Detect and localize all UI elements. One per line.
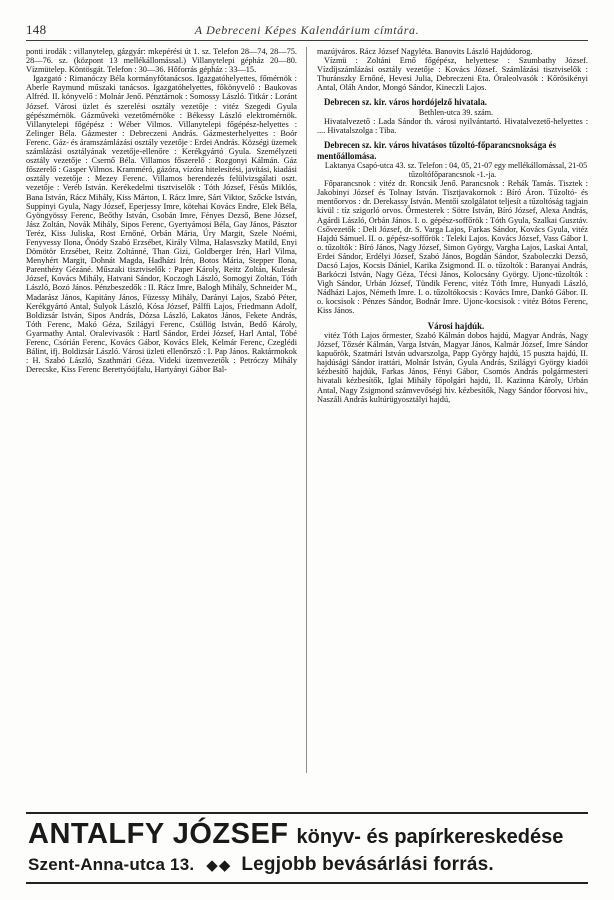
advertiser-address: Szent-Anna-utca 13. [28,855,195,874]
left-column [26,47,307,773]
paragraph: Vízmü : Zoltáni Ernő főgépész, helyettese : Szumbathy József. Vízdíjszámlázási osztály vezetője : Kovács József. Számlázási tisztviselők : Thuránszky Ernőné, Hevesi Julia, Debreczeni Eta. Óraleolvasók : Kőrösikényi Antal, Oláh Andor, Mongó Sándor, Kineczli Lajos. [317,56,588,93]
paragraph: mazújváros. Rácz József Nagyléta. Banovits László Hajdúdorog. [317,47,533,56]
paragraph: Hivatalvezető : Lada Sándor th. városi nyilvántartó. Hivatalvezető-helyettes : .... Hivatalszolga : Tiba. [317,116,588,136]
right-column [307,47,588,773]
advertiser-trade: könyv- és papírkereskedése [296,826,564,848]
advertisement [26,812,588,884]
section-heading: Debrecen sz. kir. város hivatásos tűzoltó-főparancsnoksága és mentőállomása. [317,140,557,161]
advertisement-line-2 [28,854,586,876]
section-subheading: Bethlen-utca 39. szám. [418,107,494,117]
advertiser-name: ANTALFY JÓZSEF [28,818,289,850]
advertiser-slogan: Legjobb bevásárlási forrás. [241,854,494,875]
paragraph: Főparancsnok : vitéz dr. Roncsik Jenő. Parancsnok : Rehák Tamás. Tisztek : Jakobinyi József és Tolnay István. Tisztjavakornok : Bíró Áron. Tűzoltó- és mentőorvos : dr. Derekassy István. Mentői szolgálatot teljesít a tűzoltóság tagjain kívül : tíz szigorló orvos. Őrmesterek : Sötre István, Bíró József, Alexa András, Agárdi László, Orbán János. I. o. gépész-soffőrök : Tóth Gyula, Szalkai Gusztáv. Csővezetők : Deli József, dr. S. Varga Lajos, Farkas Sándor, Kovács Gyula, vitéz Hajdú Sámuel. II. o. gépész-soffőrök : Teleki Lajos. Kovács József, Vass Gábor I. o. tűzoltók : Bíró János, Nagy József, Simon György, Vargha Lajos, Laskai Antal, Erdei Sándor, Erdélyi József, Szabó János, Bogdán Sándor, Szaboleczki Dezső, Dacsó Lajos, Kocsis Dániel, Karika Zsigmond. II. o. tűzoltók : Baranyai András, Barkóczi István, Nagy Géza, Técsi János, Kolocsány György. Ujonc-tűzoltók : Vigh Sándor, Urbán József, Tündik Ferenc, vitéz Tóth Imre, Hunyadi László, Nádházi Lajos, Németh Imre. I. o. tűzoltókocsis : Kovács Imre, Dankó Gábor. II. o. kocsisok : Pénzes Sándor, Bodnár Imre. Ujonc-kocsisok : vitéz Bótos Ferenc, Kiss János. [317,179,588,316]
paragraph: vitéz Tóth Lajos őrmester, Szabó Kálmán dobos hajdú, Magyar András, Nagy József, Tőzsér Kálmán, Varga István, Magyar János, Kalmár József, Imre Sándor kapuőrök, Szatmári István udvarszolga, Papp György hajdú, 15 puszta hajdú, II. hajdúsági Sándor irattári, Molnár István, Gyula András, Szilágyi György kiadói kézbesítő hajdúk, Farkas János, Fényi Gábor, Csomós András polgármesteri hivatali kézbesítők, Iglai Mihály főpolgári hajdú, II. Kazinna Károly, Urbán Antal, Nagy Zsigmond számvevőségi hiv. kézbesítők, Nagy Sándor főorvosi hiv., Naszáli András kultúrügyosztályi hajdú, [317,330,588,404]
diamond-ornament-icon: ◆◆ [206,858,232,874]
running-head [26,22,588,38]
advertisement-line-1 [28,819,586,852]
header-rule [26,40,588,41]
running-title: A Debreceni Képes Kalendárium címtára. [194,23,420,37]
body-columns [26,47,588,773]
section-heading: Városi hajdúk. [427,320,485,331]
page-number: 148 [26,22,47,37]
section-heading: Debrecen sz. kir. város hordójelző hivatala. [324,97,488,108]
paragraph: Igazgató : Rimanóczy Béla kormányfőtanácsos. Igazgatóhelyettes, főmérnök : Aberle Raymund műszaki tanácsos. Igazgatóhelyettes, főkönyvelő : Baukovas Alfréd. II. könyvelő : Molnár Jenő. Pénztárnok : Somossy László. Titkár : Loránt József. Városi üzlet és szerelési osztály vezetője : vitéz Szegedi Gyula gépészmérnök. Gázműveki vezetőmérnöke : Békessy László elektromérnök. Villanytelepi főgépész : Wéber Vilmos. Villanytelepi főgépész-helyettes : Zelinger Béla. Gázmester : Debreczeni András. Gázmesterhelyettes : Boór Ferenc. Gáz- és áramszámlázási osztály vezetője : Erdei András. Községi üzemek számlázási osztályának vezetője-ellenőre : Kerékgyártó Gyula. Személyzeti osztály vezetője : Csernő Béla. Villamos főszerelő : Rozgonyi Kálmán. Gáz főszerelő : Gasper Vilmos. Kramméró, gázóra, vízóra hitelesítési, javítási, kiadási osztály vezetője : Mezey Ferenc. Villamos berendezés felülvizsgálati oszt. vezetője : Veréb István. Kerékedelmi tisztviselők : Tóth József, Fésűs Miklós, Bana István, Rácz Mihály, Kiss Márton, I. Rácz Imre, Sárt Viktor, Szőcke István, Suppinyi Gyula, Nagy József, Eperjessy Imre, kötehai Kovács Endre, Elek Béla, Gyöngyössy Ferenc, Beőthy István, Csobán Imre, Fényes Dezső, Bene József, Jász Zoltán, Novák Mihály, Sipos Ferenc, Gyertyámosi Béla, Gay János, Pásztor Teréz, Kiss Juliska, Rost Ernőné, Orbán Mária, Úry Margit, Szele Noémi, Fenyvessy Ilona, Őnódy Szabó Erzsébet, Király Vilma, Halasvszky Matild, Enyi Dömötör Erzsébet, Reitz Zoltánné, Than Gizi, Goldberger Irén, Harl Vilma, Menyhért Margit, Dohnát Magda, Hadházi Irén, Botos Mária, Stepper Ilona, Parenthézy Gézáné. Műszaki tisztviselők : Paper Károly, Reitz Zoltán, Kulesár József, Kovács Mihály, Hatvani Sándor, Koczogh László, Somogyi Zoltán, Tóth László, Bozó János. Pénzbeszedők : II. Rácz Imre, Balogh Mihály, Schneider M., Madarász János, Kapitány János, Füzessy Mihály, Darányi Lajos, Szabó Péter, Kerékgyártó Antal, Sulyok László, Kósa József, Pálffi Lajos, Friedmann Adolf, Boldizsár István, Sipos András, Dózsa László, Lakatos János, Fekete András, Tóth Ferenc, Makó Géza, Szilágyi Ferenc, Csüllög István, Bedő Károly, Gyarmathy Antal. Oralevivasók : Hartl Sándor, Erdei József, Harl Antal, Tóbé Ferenc, Csórián Ferenc, Kovács Gábor, Kovács Elek, Kelmár Ferenc, Czeglédi Bálint, ifj. Boldizsár László. Városi üzleti ellenőrsző : I. Pap János. Raktármokok : H. Szabó László, Szathmári Géza. Videki üzemvezetők : Petróczy Mihály Derecske, Kiss Ferenc Berettyóújfalu, Hartyányi Gábor Bal- [26,74,297,375]
section-subheading: Laktanya Csapó-utca 43. sz. Telefon : 04, 05, 21-07 egy mellékállomással, 21-05 tűzoltófőparancsnok -1.-ja. [324,160,588,180]
paragraph: ponti irodák : villanytelep, gázgyár: mkepérési út 1. sz. Telefon 28—74, 28—75. 28—76. sz. (központ 13 mellékállomással.) Villanytelepi gépház 20—80. Vízmütelep. Köntösgát. Telefon : 30—36. Hőforrás gépház : 33—15. [26,47,297,75]
